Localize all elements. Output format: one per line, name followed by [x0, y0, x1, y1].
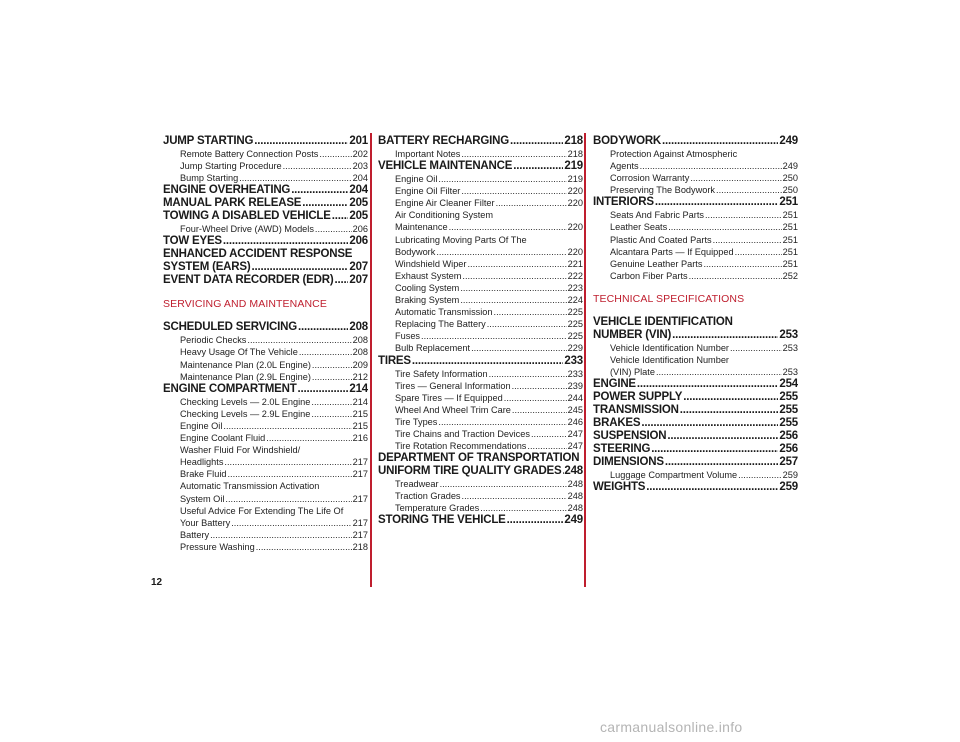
toc-entry-washer-line1: Washer Fluid For Windshield/ — [180, 445, 301, 456]
toc-entry-treadwear[interactable]: Treadwear ..... 248 — [378, 478, 583, 490]
toc-entry-advice[interactable]: Your Battery ..... 217 — [163, 517, 368, 529]
toc-entry-transmission[interactable]: TRANSMISSION ..... 255 — [593, 404, 798, 417]
toc-entry-genuine-leather[interactable]: Genuine Leather Parts ..... 251 — [593, 258, 798, 270]
toc-entry-brake-fluid[interactable]: Brake Fluid ..... 217 — [163, 468, 368, 480]
toc-entry-braking[interactable]: Braking System ..... 224 — [378, 294, 583, 306]
toc-entry-jump-procedure[interactable]: Jump Starting Procedure ..... 203 — [163, 160, 368, 172]
column-divider-2 — [584, 133, 586, 587]
toc-entry-vin-plate-line1: Vehicle Identification Number — [610, 355, 729, 366]
toc-entry-ears[interactable]: SYSTEM (EARS) ..... 207 — [163, 261, 368, 274]
toc-entry-replacing-battery[interactable]: Replacing The Battery ..... 225 — [378, 318, 583, 330]
toc-entry-power-supply[interactable]: POWER SUPPLY ..... 255 — [593, 391, 798, 404]
toc-entry-advice-line1: Useful Advice For Extending The Life Of — [180, 505, 344, 516]
toc-entry-transmission-line1: Automatic Transmission Activation — [180, 481, 320, 492]
toc-entry-vehicle-maintenance[interactable]: VEHICLE MAINTENANCE ..... 219 — [378, 160, 583, 173]
toc-entry-lubricating-line1: Lubricating Moving Parts Of The — [395, 234, 527, 245]
toc-entry-battery[interactable]: Battery ..... 217 — [163, 529, 368, 541]
toc-entry-remote-battery[interactable]: Remote Battery Connection Posts ..... 202 — [163, 148, 368, 160]
toc-entry-dot-line1: DEPARTMENT OF TRANSPORTATION — [378, 452, 580, 465]
toc-entry-tire-types[interactable]: Tire Types ..... 246 — [378, 416, 583, 428]
toc-entry-tow-eyes[interactable]: TOW EYES ..... 206 — [163, 235, 368, 248]
toc-entry-engine-oil[interactable]: Engine Oil ..... 215 — [163, 420, 368, 432]
toc-entry-engine-overheating[interactable]: ENGINE OVERHEATING ..... 204 — [163, 184, 368, 197]
toc-entry-corrosion[interactable]: Corrosion Warranty ..... 250 — [593, 172, 798, 184]
toc-entry-preserving[interactable]: Preserving The Bodywork ..... 250 — [593, 184, 798, 196]
toc-entry-alcantara[interactable]: Alcantara Parts — If Equipped ..... 251 — [593, 246, 798, 258]
page-number: 12 — [151, 577, 163, 588]
watermark: carmanualsonline.info — [600, 719, 743, 735]
toc-entry-auto-transmission[interactable]: Automatic Transmission ..... 225 — [378, 306, 583, 318]
section-heading-technical: TECHNICAL SPECIFICATIONS — [593, 292, 745, 305]
toc-entry-brakes[interactable]: BRAKES ..... 255 — [593, 417, 798, 430]
toc-entry-engine-oil-2[interactable]: Engine Oil ..... 219 — [378, 173, 583, 185]
toc-entry-edr[interactable]: EVENT DATA RECORDER (EDR) ..... 207 — [163, 274, 368, 287]
toc-entry-utqg[interactable]: UNIFORM TIRE QUALITY GRADES ..... 248 — [378, 465, 583, 478]
toc-entry-air-cleaner[interactable]: Engine Air Cleaner Filter ..... 220 — [378, 197, 583, 209]
toc-entry-manual-park-release[interactable]: MANUAL PARK RELEASE ..... 205 — [163, 197, 368, 210]
toc-entry-plan-20[interactable]: Maintenance Plan (2.0L Engine) ..... 209 — [163, 359, 368, 371]
toc-entry-spare-tires[interactable]: Spare Tires — If Equipped ..... 244 — [378, 392, 583, 404]
toc-entry-dimensions[interactable]: DIMENSIONS ..... 257 — [593, 456, 798, 469]
toc-entry-leather[interactable]: Leather Seats ..... 251 — [593, 221, 798, 233]
toc-entry-vin[interactable]: NUMBER (VIN) ..... 253 — [593, 329, 798, 342]
toc-entry-battery-recharging[interactable]: BATTERY RECHARGING ..... 218 — [378, 135, 583, 148]
toc-entry-carbon[interactable]: Carbon Fiber Parts ..... 252 — [593, 270, 798, 282]
toc-entry-plan-29[interactable]: Maintenance Plan (2.9L Engine) ..... 212 — [163, 371, 368, 383]
toc-entry-rotation[interactable]: Tire Rotation Recommendations ..... 247 — [378, 440, 583, 452]
toc-entry-ac-line1: Air Conditioning System — [395, 210, 494, 221]
toc-entry-interiors[interactable]: INTERIORS ..... 251 — [593, 196, 798, 209]
toc-entry-tires-general[interactable]: Tires — General Information ..... 239 — [378, 380, 583, 392]
column-divider-1 — [370, 133, 372, 587]
toc-entry-ac[interactable]: Maintenance ..... 220 — [378, 221, 583, 233]
toc-entry-coolant[interactable]: Engine Coolant Fluid ..... 216 — [163, 432, 368, 444]
toc-entry-tire-safety[interactable]: Tire Safety Information ..... 233 — [378, 368, 583, 380]
toc-entry-exhaust[interactable]: Exhaust System ..... 222 — [378, 270, 583, 282]
toc-entry-scheduled-servicing[interactable]: SCHEDULED SERVICING ..... 208 — [163, 321, 368, 334]
toc-entry-wiper[interactable]: Windshield Wiper ..... 221 — [378, 258, 583, 270]
toc-entry-engine[interactable]: ENGINE ..... 254 — [593, 378, 798, 391]
toc-column-2 — [378, 135, 583, 527]
toc-entry-suspension[interactable]: SUSPENSION ..... 256 — [593, 430, 798, 443]
toc-entry-vin-number[interactable]: Vehicle Identification Number ..... 253 — [593, 342, 798, 354]
toc-entry-weights[interactable]: WEIGHTS ..... 259 — [593, 481, 798, 494]
toc-entry-periodic-checks[interactable]: Periodic Checks ..... 208 — [163, 334, 368, 346]
toc-column-1 — [163, 135, 368, 553]
toc-entry-bump-starting[interactable]: Bump Starting ..... 204 — [163, 172, 368, 184]
toc-entry-bulb[interactable]: Bulb Replacement ..... 229 — [378, 342, 583, 354]
toc-entry-luggage[interactable]: Luggage Compartment Volume ..... 259 — [593, 469, 798, 481]
toc-entry-protection[interactable]: Agents ..... 249 — [593, 160, 798, 172]
toc-entry-lubricating[interactable]: Bodywork ..... 220 — [378, 246, 583, 258]
toc-entry-storing[interactable]: STORING THE VEHICLE ..... 249 — [378, 514, 583, 527]
toc-entry-chains[interactable]: Tire Chains and Traction Devices ..... 247 — [378, 428, 583, 440]
toc-entry-tires[interactable]: TIRES ..... 233 — [378, 355, 583, 368]
toc-entry-cooling[interactable]: Cooling System ..... 223 — [378, 282, 583, 294]
toc-entry-vin-line1: VEHICLE IDENTIFICATION — [593, 315, 733, 328]
toc-entry-washer[interactable]: Headlights ..... 217 — [163, 456, 368, 468]
toc-entry-engine-compartment[interactable]: ENGINE COMPARTMENT ..... 214 — [163, 383, 368, 396]
toc-column-3 — [593, 135, 798, 494]
toc-entry-levels-29[interactable]: Checking Levels — 2.9L Engine ..... 215 — [163, 408, 368, 420]
toc-entry-bodywork[interactable]: BODYWORK ..... 249 — [593, 135, 798, 148]
toc-entry-levels-20[interactable]: Checking Levels — 2.0L Engine ..... 214 — [163, 396, 368, 408]
toc-entry-traction[interactable]: Traction Grades ..... 248 — [378, 490, 583, 502]
toc-entry-important-notes[interactable]: Important Notes ..... 218 — [378, 148, 583, 160]
toc-entry-steering[interactable]: STEERING ..... 256 — [593, 443, 798, 456]
toc-entry-pressure-washing[interactable]: Pressure Washing ..... 218 — [163, 541, 368, 553]
toc-entry-towing[interactable]: TOWING A DISABLED VEHICLE ..... 205 — [163, 210, 368, 223]
toc-entry-plastic[interactable]: Plastic And Coated Parts ..... 251 — [593, 234, 798, 246]
toc-entry-engine-oil-filter[interactable]: Engine Oil Filter ..... 220 — [378, 185, 583, 197]
toc-entry-heavy-usage[interactable]: Heavy Usage Of The Vehicle ..... 208 — [163, 346, 368, 358]
toc-entry-ears-line1: ENHANCED ACCIDENT RESPONSE — [163, 248, 353, 261]
toc-entry-jump-starting[interactable]: JUMP STARTING ..... 201 — [163, 135, 368, 148]
toc-entry-awd-models[interactable]: Four-Wheel Drive (AWD) Models ..... 206 — [163, 223, 368, 235]
toc-entry-protection-line1: Protection Against Atmospheric — [610, 149, 738, 159]
toc-entry-temperature[interactable]: Temperature Grades ..... 248 — [378, 502, 583, 514]
toc-entry-wheel-care[interactable]: Wheel And Wheel Trim Care ..... 245 — [378, 404, 583, 416]
toc-entry-seats[interactable]: Seats And Fabric Parts ..... 251 — [593, 209, 798, 221]
toc-entry-fuses[interactable]: Fuses ..... 225 — [378, 330, 583, 342]
toc-entry-vin-plate[interactable]: (VIN) Plate ..... 253 — [593, 366, 798, 378]
toc-entry-transmission-oil[interactable]: System Oil ..... 217 — [163, 493, 368, 505]
section-heading-servicing: SERVICING AND MAINTENANCE — [163, 298, 327, 311]
